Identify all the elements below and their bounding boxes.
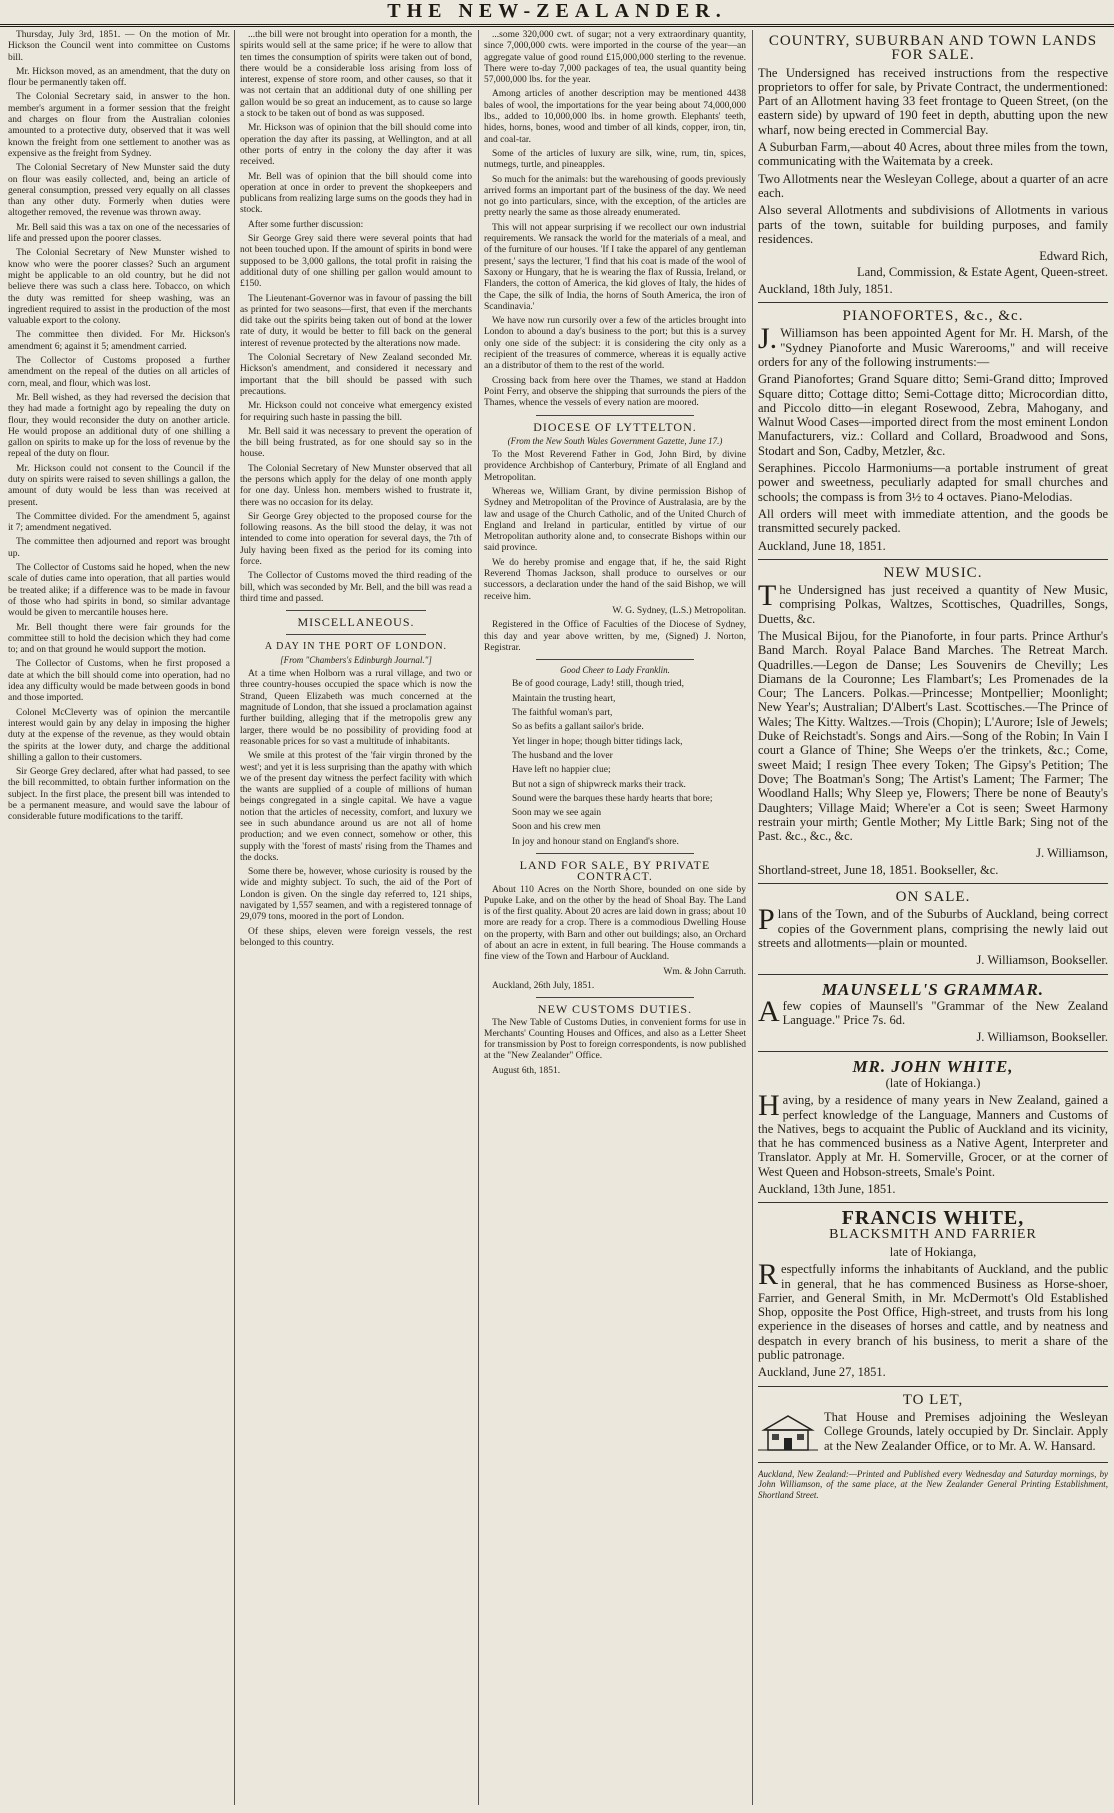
notice-signature: W. G. Sydney, (L.S.) Metropolitan. xyxy=(612,605,746,616)
divider xyxy=(758,1051,1108,1052)
ad-piano-list: Grand Pianofortes; Grand Square ditto; Semi-Grand ditto; Improved Square ditto; Cottage ditto; Semi-Cottage ditto; Microcordian ditto, and Piccolo ditto—in elegant Rosewood, Zebra, Mahogany, and Walnut Wood Cases—imported direct from the most eminent London Manufacturers, viz.: Collard and Collard, Broadwood and Sons, Stodart and Son, Cadby, Metzler, &c. xyxy=(758,372,1108,458)
report-paragraph: Mr. Hickson could not conceive what emergency existed for requiring such haste in passing the bill. xyxy=(240,401,472,423)
ad-land-paragraph: Also several Allotments and subdivisions of Allotments in various parts of the town, suitable for building purposes, and family residences. xyxy=(758,203,1108,246)
ad-sale-text: Plans of the Town, and of the Suburbs of Auckland, being correct copies of the Government plans, comprising the newly laid out streets and allotments—plain or mounted. xyxy=(758,903,1108,950)
divider xyxy=(536,853,693,854)
ad-grammar-title: MAUNSELL'S GRAMMAR. xyxy=(821,979,1045,999)
customs-duties-text: The New Table of Customs Duties, in convenient forms for use in Merchants' Counting Houses and Offices, and also as a Letter Sheet for transmission by Post to foreign correspondents, is now published at the "New Zealander" Office. xyxy=(484,1017,746,1062)
divider xyxy=(758,559,1108,560)
ad-land-title: COUNTRY, SUBURBAN AND TOWN LANDS FOR SALE. xyxy=(768,33,1098,64)
report-paragraph: Colonel McCleverty was of opinion the mercantile interest would gain by any delay in imposing the higher duty at the expense of the revenue, as they would obtain the spirits at the lower duty, and charge the additional shilling a gallon to their customers. xyxy=(8,707,230,763)
ad-white-date: Auckland, 13th June, 1851. xyxy=(758,1182,896,1197)
notice-title: DIOCESE OF LYTTELTON. xyxy=(533,419,697,434)
report-paragraph: Mr. Bell said this was a tax on one of the necessaries of life and pressed upon the poorer classes. xyxy=(8,222,230,245)
ad-land-paragraph: The Undersigned has received instructions from the respective proprietors to offer for sale, by Private Contract, the undermentioned: Part of an Allotment having 33 feet frontage to Queen Street, (on the eastern side) by upward of 190 feet in depth, abutting upon the new wharf, now being erected in Commercial Bay. xyxy=(758,65,1108,137)
report-paragraph: Mr. Bell was of opinion that the bill should come into operation at once in order to prevent the shopkeepers and publicans from realizing large sums on the goods they had in stock. xyxy=(240,171,472,216)
ad-smith-title: FRANCIS WHITE, xyxy=(841,1207,1025,1230)
report-paragraph: The Colonial Secretary said, in answer to the hon. member's argument in a former session that the freight and charges on flour from the Australian colonies amounted to a protective duty, observed that it was well known the freight from one settlement to another was as expensive as the freight from Sydney. xyxy=(8,92,230,159)
ad-smith-text: Respectfully informs the inhabitants of Auckland, and the public in general, that he has commenced Business as Horse-shoer, Farrier, and General Smith, in Mr. McDermott's Old Established Shop, opposite the Post Office, High-street, and trusts from his long experience in the diseases of horses and cattle, and by neatness and despatch in every branch of his business, to merit a share of the public patronage. xyxy=(758,1258,1108,1363)
ad-music-list: The Musical Bijou, for the Pianoforte, in four parts. Prince Arthur's Band March. Royal Palace Band Marches. The Retreat March. Quadrilles.—Legon de Danse; Les Souvenirs de Chevilly; Les Diamans de la Couronne; Les Flambart's; Les Promenades de la Cour; The Lancers. Polkas.—Princesse; Montpellier; Moonlight; New Year's; Australian; D'Albert's Last. Scottisches.—The Prince of Wales; The Kitty. Waltzes.—Trois (Chopin); L'Aurore; Isle of Jewels; Duke of Reichstadt's. Songs and Airs.—Song of the Robin; In Vain I court a Glance of Thine; She Weeps o'er the trinkets, &c.; Come, sweet Maid; I resign Thee every Token; The Gipsy's Petition; The Dove; The Boatman's Song; The Artist's Lament; The Farmer; The Woodland Halls; Why Sleep ye, Flowers; There be none of Beauty's Daughters; Village Maid; Where'er a Cot is seen; Sweet Harmony restrain your mirth; Gentle Mother; My Little Bark; Sing not of the Past. &c., &c., &c. xyxy=(758,628,1108,844)
divider xyxy=(758,974,1108,975)
ad-piano-intro: J.Williamson has been appointed Agent for Mr. H. Marsh, of the "Sydney Pianoforte and Music Warerooms," and will receive orders for any of the following instruments:— xyxy=(758,322,1108,369)
poem-line: In joy and honour stand on England's shore. xyxy=(512,836,679,847)
poem-line: Have left no happier clue; xyxy=(512,765,611,776)
ad-smith-subtitle: BLACKSMITH AND FARRIER xyxy=(829,1226,1037,1242)
report-paragraph: Thursday, July 3rd, 1851. — On the motion of Mr. Hickson the Council went into committee on Customs bill. xyxy=(8,30,230,63)
poem-line: Sound were the barques these hardy hearts that bore; xyxy=(512,793,713,804)
ad-piano-title: PIANOFORTES, &c., &c. xyxy=(842,308,1024,325)
ad-piano-date: Auckland, June 18, 1851. xyxy=(758,538,886,553)
report-paragraph: ...the bill were not brought into operation for a month, the spirits would sell at the same price; if he were to allow that ten times the consumption of spirits were taken out of bond, there would be a considerable loss arising from loss of interest, expense of store room, and other causes, so that it was not certain that an additional duty of one shilling per gallon would be so great an inducement, as to cause so large a stock to be taken out of bond as was supposed. xyxy=(240,30,472,120)
column-rule xyxy=(478,30,479,1805)
ad-land-paragraph: Two Allotments near the Wesleyan College, about a quarter of an acre each. xyxy=(758,171,1108,200)
report-paragraph: Mr. Hickson moved, as an amendment, that the duty on flour be permanently taken off. xyxy=(8,66,230,89)
article-paragraph: So much for the animals: but the warehousing of goods previously arrived forms an important part of the business of the day. We need not go into particulars, since, with the exception, of the articles are pretty nearly the same as those already enumerated. xyxy=(484,174,746,219)
divider xyxy=(758,1386,1108,1387)
notice-paragraph: To the Most Reverend Father in God, John Bird, by divine providence Archbishop of Canterbury, Primate of all England and Metropolitan. xyxy=(484,450,746,483)
ad-music-signature-detail: Shortland-street, June 18, 1851. Bookseller, &c. xyxy=(758,862,999,877)
customs-duties-date: August 6th, 1851. xyxy=(492,1065,561,1076)
report-paragraph: The Collector of Customs moved the third reading of the bill, which was seconded by Mr. Bell, and the bill was read a third time and passed. xyxy=(240,571,472,604)
ad-land-date: Auckland, 18th July, 1851. xyxy=(758,281,893,296)
notice-source: (From the New South Wales Government Gazette, June 17.) xyxy=(507,435,723,446)
article-paragraph: We have now run cursorily over a few of the articles brought into London to abound a day's business to the port; but this is a survey only one side of the subject: it is considering the city only as a recipient of the treasures of commerce, whereas it is equally active an a distributor of them to the rest of the world. xyxy=(484,316,746,372)
notice-paragraph: Whereas we, William Grant, by divine permission Bishop of Sydney and Metropolitan of the Province of Australasia, are by the law and usage of the Church Catholic, and of the United Church of England and Ireland in particular, entitled by virtue of our Metropolitan authority alone and, to consecrate Bishops within our said province. xyxy=(484,486,746,554)
article-paragraph: This will not appear surprising if we recollect our own industrial requirements. We ransack the world for the materials of a meal, and of the furniture of our houses. 'If I take the apparel of any gentleman present,' says the lecturer, 'I find that his coat is made of the wool of Saxony or Hungary, that he is wearing the flax of Russia, Ireland, or Flanders, the cotton of America, the kid gloves of Italy, the hides of the Cape, the silk of India, the horns of South America, the iron of Scandinavia.' xyxy=(484,222,746,312)
ad-music-signature: J. Williamson, xyxy=(1036,846,1108,861)
poem-line: The husband and the lover xyxy=(512,750,613,761)
report-paragraph: The Colonial Secretary of New Munster said the duty on flour was easily collected, and, being an article of general consumption, pressed very equally on all classes than any other duty. Formerly when duties were altogether removed, the revenue was thrown away. xyxy=(8,163,230,219)
notice-registration: Registered in the Office of Faculties of the Diocese of Sydney, this day and year above written, by me, (Signed) J. Norton, Registrar. xyxy=(484,620,746,653)
ad-let-text: That House and Premises adjoining the Wesleyan College Grounds, lately occupied by Dr. Sinclair. Apply at the New Zealander Office, or to Mr. A. W. Hansard. xyxy=(824,1409,1108,1453)
poem-title: Good Cheer to Lady Franklin. xyxy=(560,665,670,676)
column-rule xyxy=(234,30,235,1805)
report-paragraph: The Collector of Customs, when he first proposed a date at which the bill should come into operation, had no idea any difficulty would be made between goods in bond and those imported. xyxy=(8,659,230,704)
report-paragraph: Sir George Grey declared, after what had passed, to see the bill recommitted, to obtain further information on the subject. In the first place, the present bill was intended to be a permanent measure, and would save the labour of considerable future modifications to the tariff. xyxy=(8,767,230,823)
divider xyxy=(758,1462,1108,1463)
ad-let-title: TO LET, xyxy=(902,1391,964,1408)
article-paragraph: Some of the articles of luxury are silk, wine, rum, tin, spices, nutmegs, turtle, and pineapples. xyxy=(484,148,746,171)
report-paragraph: Mr. Hickson was of opinion that the bill should come into operation the day after its passing, at Wellington, and at all other ports of entry in the colony the day after it was received. xyxy=(240,123,472,168)
poem-line: So as befits a gallant sailor's bride. xyxy=(512,722,644,733)
report-paragraph: The Lieutenant-Governor was in favour of passing the bill as printed for two seasons—first, that even if the merchants did take out the spirits being taken out of bond at the lower rate of duty, it would be better to fill back on the general interest of revenue protected by the alterations now made. xyxy=(240,293,472,349)
report-paragraph: After some further discussion: xyxy=(248,219,364,230)
ad-music-intro: The Undersigned has just received a quantity of New Music, comprising Polkas, Waltzes, Scottisches, Quadrilles, Songs, Duetts, &c. xyxy=(758,579,1108,626)
land-sale-title: LAND FOR SALE, BY PRIVATE CONTRACT. xyxy=(519,858,711,884)
divider xyxy=(536,659,693,660)
report-paragraph: Mr. Bell thought there were fair grounds for the committee still to hold the decision which they had come to; and on that ground he would support the motion. xyxy=(8,622,230,656)
ad-land-signature-title: Land, Commission, & Estate Agent, Queen-street. xyxy=(857,265,1108,280)
column-commerce-and-notices xyxy=(484,30,746,1805)
poem-line: Soon and his crew men xyxy=(512,822,601,833)
article-paragraph: ...some 320,000 cwt. of sugar; not a very extraordinary quantity, since 7,000,000 cwts. were imported in the course of the year—an aggregate value of good round £15,000,000 sterling to the revenue. There were to-day 7,000 packages of tea, the usual quantity being 57,000,000 lbs. for the year. xyxy=(484,30,746,86)
report-paragraph: The Collector of Customs proposed a further amendment on the repeal of the duties on all articles of corn, meal, and flour, which was lost. xyxy=(8,356,230,389)
poem-line: The faithful woman's part, xyxy=(512,708,613,719)
divider xyxy=(758,883,1108,884)
article-paragraph: We smile at this protest of the 'fair virgin throned by the west'; and yet it is less surprising than the apathy with which we of the present day witness the perfect facility with which the wants are supplied of a couple of millions of human beings congregated in a single capital. We have a vague notion that the articles of necessity, comfort, and luxury we see in such abundance around us are not all of home production; and we even connect, somehow or other, this supply with the 'forest of masts' rising from the Thames and the docks. xyxy=(240,751,472,863)
article-paragraph: At a time when Holborn was a rural village, and two or three country-houses occupied the space which is now the Strand, Queen Elizabeth was much concerned at the magnitude of London, that she issued a proclamation against further building, alleging that if the metropolis grew any larger, there would be no possibility of providing food at reasonable prices for so vast a multitude of inhabitants. xyxy=(240,669,472,747)
ad-smith-date: Auckland, June 27, 1851. xyxy=(758,1365,886,1380)
divider xyxy=(758,1202,1108,1203)
divider xyxy=(536,415,693,416)
article-paragraph: Some there be, however, whose curiosity is roused by the wide and mighty subject. To such, the aid of the Port of London is given. On the single day referred to, 121 ships, navigated by 1,557 seamen, and with a registered tonnage of 29,079 tons, moored in the port of London. xyxy=(240,867,472,923)
divider xyxy=(286,610,425,611)
imprint: Auckland, New Zealand:—Printed and Published every Wednesday and Saturday mornings, by John Williamson, of the same place, at the New Zealander General Printing Establishment, Shortland Street. xyxy=(758,1468,1108,1500)
land-sale-date: Auckland, 26th July, 1851. xyxy=(492,980,595,991)
house-engraving-icon xyxy=(758,1412,818,1452)
masthead: THE NEW-ZEALANDER. xyxy=(0,0,1114,27)
poem-line: But not a sign of shipwreck marks their track. xyxy=(512,779,686,790)
poem-line: Maintain the trusting heart, xyxy=(512,693,616,704)
ad-white-text: Having, by a residence of many years in New Zealand, gained a perfect knowledge of the Language, Manners and Customs of the Natives, begs to acquaint the Public of Auckland and its vicinity, that he has commenced business as a Native Agent, Interpreter and Translator. Apply at Mr. H. Somerville, Grocer, or at the corner of West Queen and Hobson-streets, Smale's Point. xyxy=(758,1089,1108,1179)
customs-duties-title: NEW CUSTOMS DUTIES. xyxy=(537,1002,693,1017)
article-paragraph: Crossing back from here over the Thames, we stand at Haddon Point Ferry, and observe the shipping that surrounds the piers of the Thames, whence the vessels of every nation are moored. xyxy=(484,375,746,409)
report-paragraph: The committee then adjourned and report was brought up. xyxy=(8,537,230,559)
ad-piano-note: All orders will meet with immediate attention, and the goods be transmitted securely packed. xyxy=(758,506,1108,536)
ad-grammar-signature: J. Williamson, Bookseller. xyxy=(976,1030,1108,1045)
report-paragraph: Sir George Grey said there were several points that had not been touched upon. If the amount of spirits in bond were supposed to be 3,000 gallons, the total profit in raising the additional duty of one shilling per gallon would amount to £150. xyxy=(240,234,472,290)
report-paragraph: Mr. Bell said it was necessary to prevent the operation of the bill being frustrated, as for one should say so in the house. xyxy=(240,426,472,460)
report-paragraph: The committee then divided. For Mr. Hickson's amendment 6; against it 5; amendment carried. xyxy=(8,330,230,352)
land-sale-text: About 110 Acres on the North Shore, bounded on one side by Pupuke Lake, and on the other by the head of Shoal Bay. The Land is of the first quality. About 20 acres are laid down in grass; about 10 more are ready for a crop. There is a commodious Dwelling House on the property, with Barn and other out buildings; also, an Orchard of about an acre in extent, in full bearing. The House commands a fine view of the Town and Harbour of Auckland. xyxy=(484,884,746,963)
divider xyxy=(286,634,425,635)
article-paragraph: Of these ships, eleven were foreign vessels, the rest belonged to this country. xyxy=(240,926,472,948)
notice-paragraph: We do hereby promise and engage that, if he, the said Right Reverend Thomas Jackson, shall produce to ourselves or our successors, a declaration under the hand of the said Bishop, we will receive him. xyxy=(484,557,746,602)
section-title-miscellaneous: MISCELLANEOUS. xyxy=(297,615,415,630)
report-paragraph: Sir George Grey objected to the proposed course for the following reasons. As the bill stood the delay, it was not intended to come into operation for several days, the 7th of July having been fixed as the period for its coming into force. xyxy=(240,511,472,568)
poem-line: Soon may we see again xyxy=(512,808,602,819)
report-paragraph: Mr. Bell wished, as they had reversed the decision that they had made a fortnight ago by repealing the duty on flour, they would reconsider the duty on another article. He would propose an additional duty of one shilling a gallon on spirits to make up for the loss of revenue by the repeal of the duty on flour. xyxy=(8,392,230,460)
report-paragraph: The Collector of Customs said he hoped, when the new scale of duties came into operation, that all parties would be treated alike; if a difference was to be made in favour of those who had spirits in bond, so similar advantage would be given to mercantile houses here. xyxy=(8,563,230,619)
ad-sale-signature: J. Williamson, Bookseller. xyxy=(976,953,1108,968)
divider xyxy=(536,997,693,998)
report-paragraph: The Colonial Secretary of New Munster wished to know who were the poorer classes? Such an argument might be applicable to an old country, but he did not believe there was such a class here. Tobacco, on which the duty was remitted for sheep washing, was an ingredient required to assist in the production of the most valuable export to the colony. xyxy=(8,248,230,327)
column-legislative-report xyxy=(8,30,230,1805)
column-council-and-miscellaneous xyxy=(240,30,472,1805)
land-sale-signature: Wm. & John Carruth. xyxy=(663,966,746,977)
column-advertisements xyxy=(758,30,1108,1805)
ad-music-title: NEW MUSIC. xyxy=(883,564,983,581)
ad-grammar-text: Afew copies of Maunsell's "Grammar of the New Zealand Language." Price 7s. 6d. xyxy=(758,994,1108,1028)
article-source: [From "Chambers's Edinburgh Journal."] xyxy=(280,654,432,665)
report-paragraph: The Colonial Secretary of New Zealand seconded Mr. Hickson's amendment, and considered it necessary and important that the bill should be passed with such precautions. xyxy=(240,353,472,397)
ad-land-paragraph: A Suburban Farm,—about 40 Acres, about three miles from the town, communicating with the Waitemata by a creek. xyxy=(758,140,1108,169)
report-paragraph: The Committee divided. For the amendment 5, against it 7; amendment negatived. xyxy=(8,511,230,534)
article-paragraph: Among articles of another description may be mentioned 4438 bales of wool, the importations for the year being about 74,000,000 lbs., added to 10,000,000 lbs. in home growth. Elephants' teeth, hides, horns, bones, wood and timber of all kinds, copper, iron, tin, and coal-tar. xyxy=(484,89,746,145)
poem-line: Be of good courage, Lady! still, though tried, xyxy=(512,679,685,690)
ad-smith-subtitle-late: late of Hokianga, xyxy=(889,1244,977,1259)
ad-sale-title: ON SALE. xyxy=(895,889,971,906)
ad-land-signature: Edward Rich, xyxy=(1039,249,1108,264)
column-rule xyxy=(752,30,753,1805)
ad-white-title: MR. JOHN WHITE, xyxy=(852,1056,1014,1076)
ad-piano-extra: Seraphines. Piccolo Harmoniums—a portable instrument of great power and sweetness, peculiarly adapted for small churches and schools; the compass is from 3½ to 4 octaves. Piano-Melodias. xyxy=(758,461,1108,504)
article-title: A DAY IN THE PORT OF LONDON. xyxy=(264,640,448,652)
divider xyxy=(758,302,1108,303)
report-paragraph: Mr. Hickson could not consent to the Council if the duty on spirits were raised to seven shillings a gallon, the amount of duty would be less than was received at present. xyxy=(8,463,230,508)
ad-white-subtitle: (late of Hokianga.) xyxy=(885,1076,981,1090)
poem-line: Yet linger in hope; though bitter tidings lack, xyxy=(512,736,683,747)
report-paragraph: The Colonial Secretary of New Munster observed that all the persons which apply for the delay of one month apply for one day. Unless hon. members wished to frustrate it, there was no occasion for its delay. xyxy=(240,463,472,508)
